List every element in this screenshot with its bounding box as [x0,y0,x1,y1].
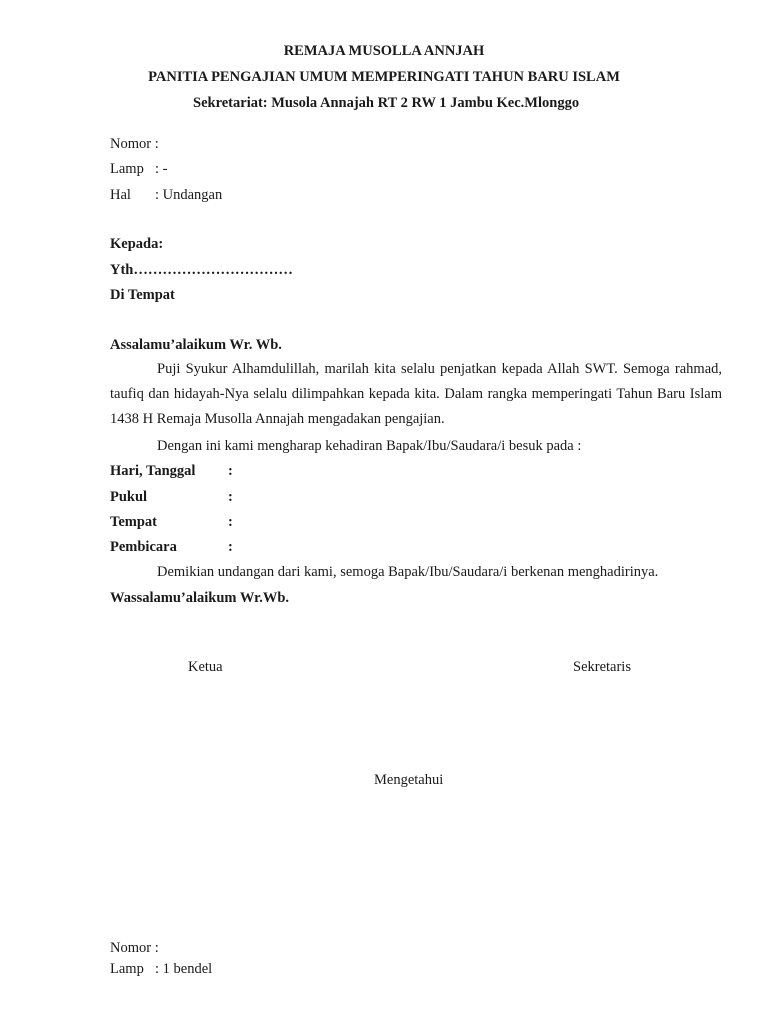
detail-colon: : [228,463,233,479]
detail-label: Tempat [110,514,157,530]
committee-title: PANITIA PENGAJIAN UMUM MEMPERINGATI TAHUN BARU ISLAM [148,69,620,85]
di-tempat: Di Tempat [110,287,175,303]
body-paragraph-2: Dengan ini kami mengharap kehadiran Bapak/Ibu/Saudara/i besuk pada : [157,438,582,454]
detail-colon: : [228,539,233,555]
secretariat-line: Sekretariat: Musola Annajah RT 2 RW 1 Jambu Kec.Mlonggo [193,95,580,111]
yth-line: Yth…………………………… [110,262,293,278]
greeting: Assalamu’alaikum Wr. Wb. [110,337,282,353]
closing-sentence: Demikian undangan dari kami, semoga Bapak/Ibu/Saudara/i berkenan menghadirinya. [157,564,659,580]
signature-mengetahui: Mengetahui [374,772,444,788]
org-title: REMAJA MUSOLLA ANNJAH [283,43,485,59]
lamp-value: : - [155,161,168,177]
hal-label: Hal [110,187,131,203]
detail-colon: : [228,489,233,505]
footer-lamp-value: : 1 bendel [155,961,213,977]
body-paragraph-1: Puji Syukur Alhamdulillah, marilah kita selalu penjatkan kepada Allah SWT. Semoga rahmad, taufiq dan hidayah-Nya selalu dilimpahkan kepada kita. Dalam rangka memperingati Tahun Baru Islam 1438 H Remaja Musolla Annajah mengadakan pengajian. [110,361,722,427]
lamp-label: Lamp [110,161,144,177]
footer-lamp-label: Lamp [110,961,144,977]
detail-label: Pukul [110,489,148,505]
nomor-label: Nomor : [110,136,159,152]
hal-value: : Undangan [155,187,223,203]
footer-nomor-label: Nomor : [110,940,159,956]
signature-sekretaris: Sekretaris [573,659,631,675]
detail-colon: : [228,514,233,530]
signature-ketua: Ketua [188,659,223,675]
detail-label: Hari, Tanggal [110,463,196,479]
detail-label: Pembicara [110,539,177,555]
salam-closing: Wassalamu’alaikum Wr.Wb. [110,590,290,606]
kepada-label: Kepada: [110,236,164,252]
